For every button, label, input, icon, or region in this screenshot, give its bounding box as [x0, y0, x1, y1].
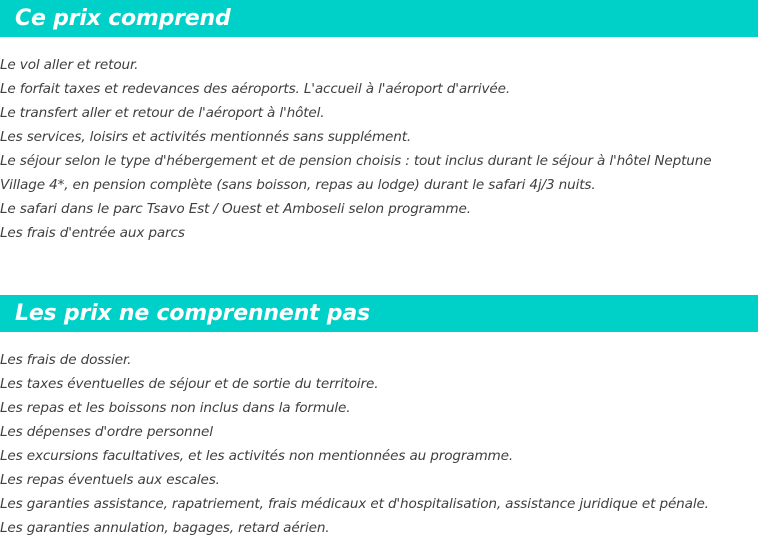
- included-item-services: Les services, loisirs et activités mentionnés sans supplément.: [0, 129, 412, 145]
- excluded-item-dossier: Les frais de dossier.: [0, 352, 132, 368]
- excluded-title: Les prix ne comprennent pas: [15, 301, 370, 326]
- included-header-band: [0, 0, 758, 37]
- excluded-section: [0, 295, 758, 540]
- excluded-item-depenses: Les dépenses d'ordre personnel: [0, 424, 213, 440]
- excluded-item-excursions: Les excursions facultatives, et les activités non mentionnées au programme.: [0, 448, 514, 464]
- included-title: Ce prix comprend: [15, 6, 231, 31]
- included-item-safari: Le safari dans le parc Tsavo Est / Ouest et Amboseli selon programme.: [0, 201, 471, 217]
- excluded-item-taxes: Les taxes éventuelles de séjour et de sortie du territoire.: [0, 376, 379, 392]
- included-item-taxes: Le forfait taxes et redevances des aéroports. L'accueil à l'aéroport d'arrivée.: [0, 81, 511, 97]
- included-item-vol: Le vol aller et retour.: [0, 57, 139, 73]
- excluded-header-band: [0, 295, 758, 332]
- excluded-list: [0, 348, 758, 540]
- excluded-item-repas: Les repas et les boissons non inclus dans la formule.: [0, 400, 351, 416]
- included-item-parcs: Les frais d'entrée aux parcs: [0, 225, 185, 241]
- excluded-item-escales: Les repas éventuels aux escales.: [0, 472, 220, 488]
- excluded-item-annulation: Les garanties annulation, bagages, retard aérien.: [0, 520, 330, 536]
- excluded-item-assistance: Les garanties assistance, rapatriement, frais médicaux et d'hospitalisation, assistance juridique et pénale.: [0, 496, 709, 512]
- included-item-sejour: Le séjour selon le type d'hébergement et de pension choisis : tout inclus durant le séjour à l'hôtel Neptune Village 4*, en pension complète (sans boisson, repas au lodge) durant le safari 4j/3 nuits.: [0, 153, 712, 193]
- included-list: [0, 53, 758, 245]
- included-section: [0, 0, 758, 245]
- included-item-transfert: Le transfert aller et retour de l'aéroport à l'hôtel.: [0, 105, 325, 121]
